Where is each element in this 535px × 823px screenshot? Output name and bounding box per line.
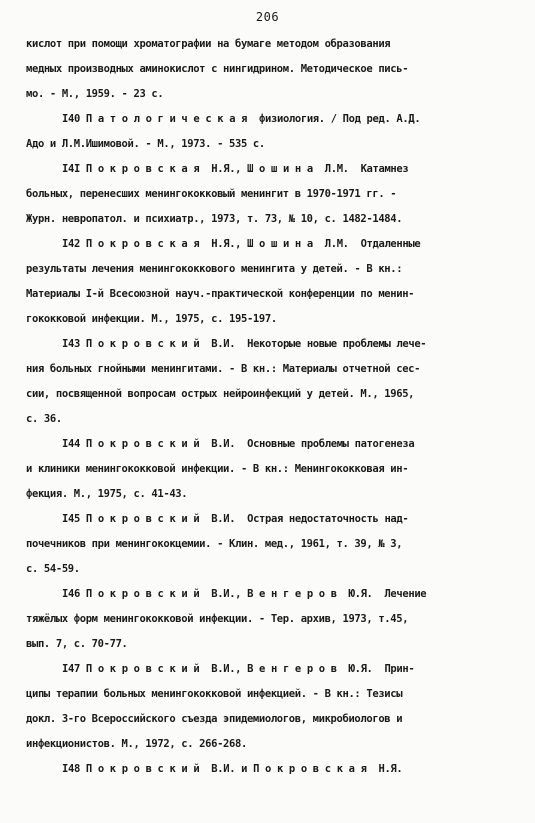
entry-146-line-3: вып. 7, с. 70-77. (26, 638, 128, 650)
entry-147-line-4: инфекционистов. М., 1972, с. 266-268. (26, 738, 247, 750)
entry-143-line-1: I43 П о к р о в с к и й В.И. Некоторые новые проблемы лече- (62, 338, 427, 350)
entry-147-line-3: докл. 3-го Всероссийского съезда эпидемиологов, микробиологов и (26, 713, 403, 725)
entry-143-line-4: с. 36. (26, 413, 62, 425)
entry-141-line-3: Журн. невропатол. и психиатр., 1973, т. 73, № 10, с. 1482-1484. (26, 213, 403, 225)
entry-142-line-1: I42 П о к р о в с к а я Н.Я., Ш о ш и н а Л.М. Отдаленные (62, 238, 421, 250)
entry-141-line-1: I4I П о к р о в с к а я Н.Я., Ш о ш и н а Л.М. Катамнез (62, 163, 409, 175)
entry-145-line-2: почечников при менингококцемии. - Клин. мед., 1961, т. 39, № 3, (26, 538, 403, 550)
entry-145-line-1: I45 П о к р о в с к и й В.И. Острая недостаточность над- (62, 513, 409, 525)
entry-144-line-3: фекция. М., 1975, с. 41-43. (26, 488, 188, 500)
entry-143-line-2: ния больных гнойными менингитами. - В кн.: Материалы отчетной сес- (26, 363, 421, 375)
entry-141-line-2: больных, перенесших менингококковый менингит в 1970-1971 гг. - (26, 188, 397, 200)
entry-144-line-2: и клиники менингококковой инфекции. - В кн.: Менингококковая ин- (26, 463, 409, 475)
entry-147-line-1: I47 П о к р о в с к и й В.И., В е н г е р о в Ю.Я. Прин- (62, 663, 415, 675)
bibliography-list (26, 32, 506, 782)
page-number: 206 (255, 10, 280, 24)
entry-144-line-1: I44 П о к р о в с к и й В.И. Основные проблемы патогенеза (62, 438, 415, 450)
entry-139-line-3: медных производных аминокислот с нингидрином. Методическое пись- (26, 63, 409, 75)
entry-146-line-2: тяжёлых форм менингококковой инфекции. - Тер. архив, 1973, т.45, (26, 613, 409, 625)
entry-142-line-4: гококковой инфекции. М., 1975, с. 195-197. (26, 313, 277, 325)
entry-140-line-1: I40 П а т о л о г и ч е с к а я физиология. / Под ред. А.Д. (62, 113, 421, 125)
entry-146-line-1: I46 П о к р о в с к и й В.И., В е н г е р о в Ю.Я. Лечение (62, 588, 427, 600)
entry-139-line-2: кислот при помощи хроматографии на бумаге методом образования (26, 38, 391, 50)
entry-142-line-2: результаты лечения менингококкового менингита у детей. - В кн.: (26, 263, 403, 275)
entry-147-line-2: ципы терапии больных менингококковой инфекцией. - В кн.: Тезисы (26, 688, 403, 700)
entry-145-line-3: с. 54-59. (26, 563, 80, 575)
entry-148-line-1: I48 П о к р о в с к и й В.И. и П о к р о в с к а я Н.Я. (62, 763, 403, 775)
entry-139-line-4: мо. - М., 1959. - 23 с. (26, 88, 164, 100)
entry-140-line-2: Адо и Л.М.Ишимовой. - М., 1973. - 535 с. (26, 138, 265, 150)
entry-143-line-3: сии, посвященной вопросам острых нейроинфекций у детей. М., 1965, (26, 388, 415, 400)
entry-142-line-3: Материалы I-й Всесоюзной науч.-практической конференции по менин- (26, 288, 415, 300)
